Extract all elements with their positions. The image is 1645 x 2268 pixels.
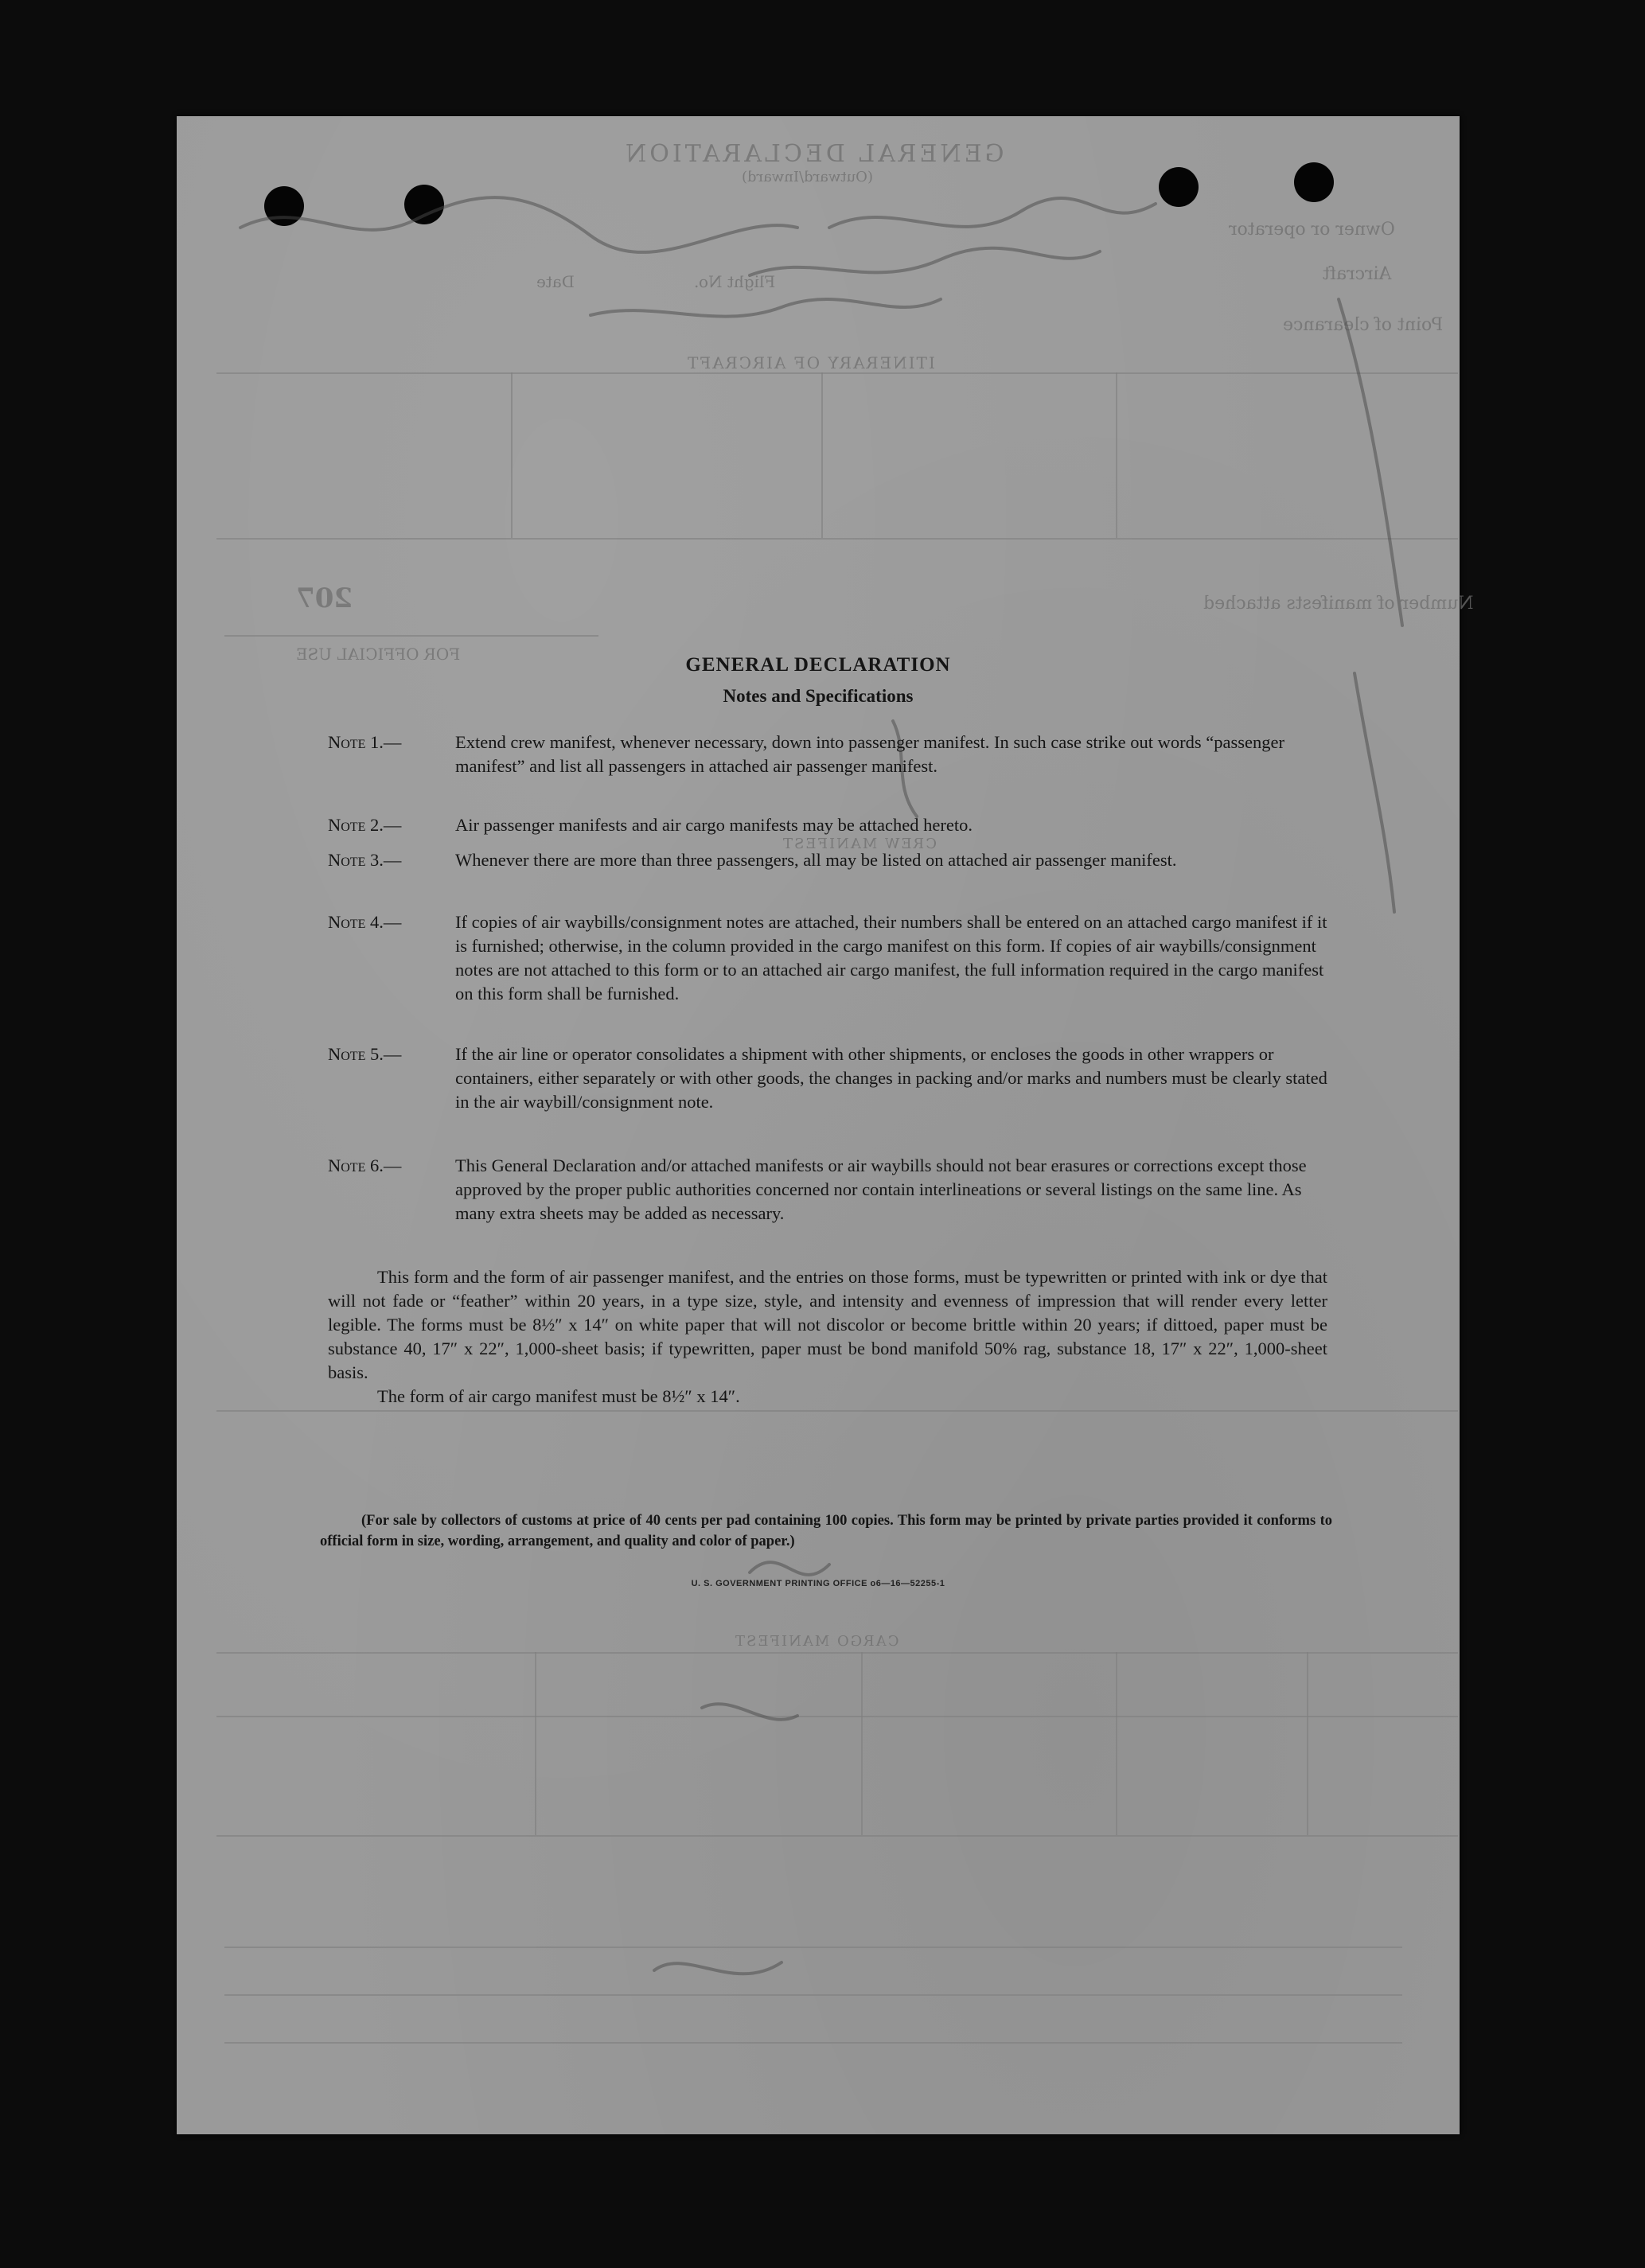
bleed-through-itinerary: ITINERARY OF AIRCRAFT <box>686 353 935 372</box>
note-label: Note 4.— <box>328 912 402 932</box>
paper-specification-paragraph <box>328 1265 1327 1409</box>
note-4 <box>328 910 1327 1006</box>
document-title: GENERAL DECLARATION <box>685 654 951 676</box>
document-sheet <box>177 116 1474 2134</box>
sale-notice <box>320 1510 1332 1552</box>
specification-text: This form and the form of air passenger manifest, and the entries on those forms, must be typewritten or printed with ink or dye that will not fade or “feather” within 20 years, in a type size, style, and intensity and evenness of impression that will render every letter legible. The forms must be 8½″ x 14″ on white paper that will not discolor or become brittle within 20 years; if dittoed, paper must be substance 40, 17″ x 22″, 1,000-sheet basis; if typewritten, paper must be bond manifold 50% rag, substance 18, 17″ x 22″, 1,000-sheet basis. <box>328 1267 1327 1382</box>
bleed-through-header: GENERAL DECLARATION <box>622 140 1004 168</box>
bleed-through-crew-manifest: CREW MANIFEST <box>782 836 937 852</box>
note-5 <box>328 1042 1327 1114</box>
bleed-through-number: 207 <box>296 583 353 614</box>
note-text: This General Declaration and/or attached manifests or air waybills should not bear erasures or corrections except those approved by the proper public authorities concerned nor contain interlineations or several listings on the same line. As many extra sheets may be added as necessary. <box>455 1155 1307 1223</box>
note-6 <box>328 1154 1327 1226</box>
document-subtitle: Notes and Specifications <box>723 686 914 706</box>
note-label: Note 2.— <box>328 815 402 835</box>
note-text: If copies of air waybills/consignment notes are attached, their numbers shall be entered on an attached cargo manifest if it is furnished; otherwise, in the column provided in the cargo manifest on this form. If copies of air waybills/consignment notes are not attached to this form or to an attached air cargo manifest, the full information required in the cargo manifest on this form shall be furnished. <box>455 912 1327 1003</box>
note-text: Extend crew manifest, whenever necessary, down into passenger manifest. In such case strike out words “passenger manifest” and list all passengers in attached air passenger manifest. <box>455 732 1284 776</box>
note-label: Note 1.— <box>328 732 402 752</box>
notes-and-specifications <box>177 116 1460 2134</box>
note-2 <box>328 813 1327 837</box>
bleed-through-manifests-label: Number of manifests attached <box>1203 594 1474 614</box>
bleed-through-date-label: Date <box>536 272 575 291</box>
printer-imprint: U. S. GOVERNMENT PRINTING OFFICE o6—16—52255-1 <box>691 1579 945 1588</box>
bleed-through-clearance-label: Point of clearance <box>1283 315 1444 335</box>
note-label: Note 5.— <box>328 1044 402 1064</box>
bleed-through-owner-label: Owner or operator <box>1229 220 1395 240</box>
bleed-through-aircraft-label: Aircraft <box>1323 264 1392 284</box>
note-3 <box>328 848 1327 872</box>
bleed-through-header-sub: (Outward/Inward) <box>742 169 873 185</box>
note-text: Air passenger manifests and air cargo manifests may be attached hereto. <box>455 815 973 835</box>
note-1 <box>328 731 1327 778</box>
bleed-through-cargo-manifest: CARGO MANIFEST <box>734 1633 899 1650</box>
note-text: Whenever there are more than three passengers, all may be listed on attached air passenger manifest. <box>455 850 1177 870</box>
cargo-manifest-size-text: The form of air cargo manifest must be 8½″ x 14″. <box>377 1386 740 1406</box>
bleed-through-official-use: FOR OFFICIAL USE <box>296 645 461 664</box>
sale-notice-text: (For sale by collectors of customs at price of 40 cents per pad containing 100 copies. This form may be printed by private parties provided it conforms to official form in size, wording, arrangement, and quality and color of paper.) <box>320 1513 1332 1549</box>
bleed-through-flight-label: Flight No. <box>694 272 776 291</box>
note-label: Note 6.— <box>328 1155 402 1175</box>
note-label: Note 3.— <box>328 850 402 870</box>
note-text: If the air line or operator consolidates a shipment with other shipments, or encloses the goods in other wrappers or containers, either separately or with other goods, the changes in packing and/or marks and numbers must be clearly stated in the air waybill/consignment note. <box>455 1044 1327 1112</box>
